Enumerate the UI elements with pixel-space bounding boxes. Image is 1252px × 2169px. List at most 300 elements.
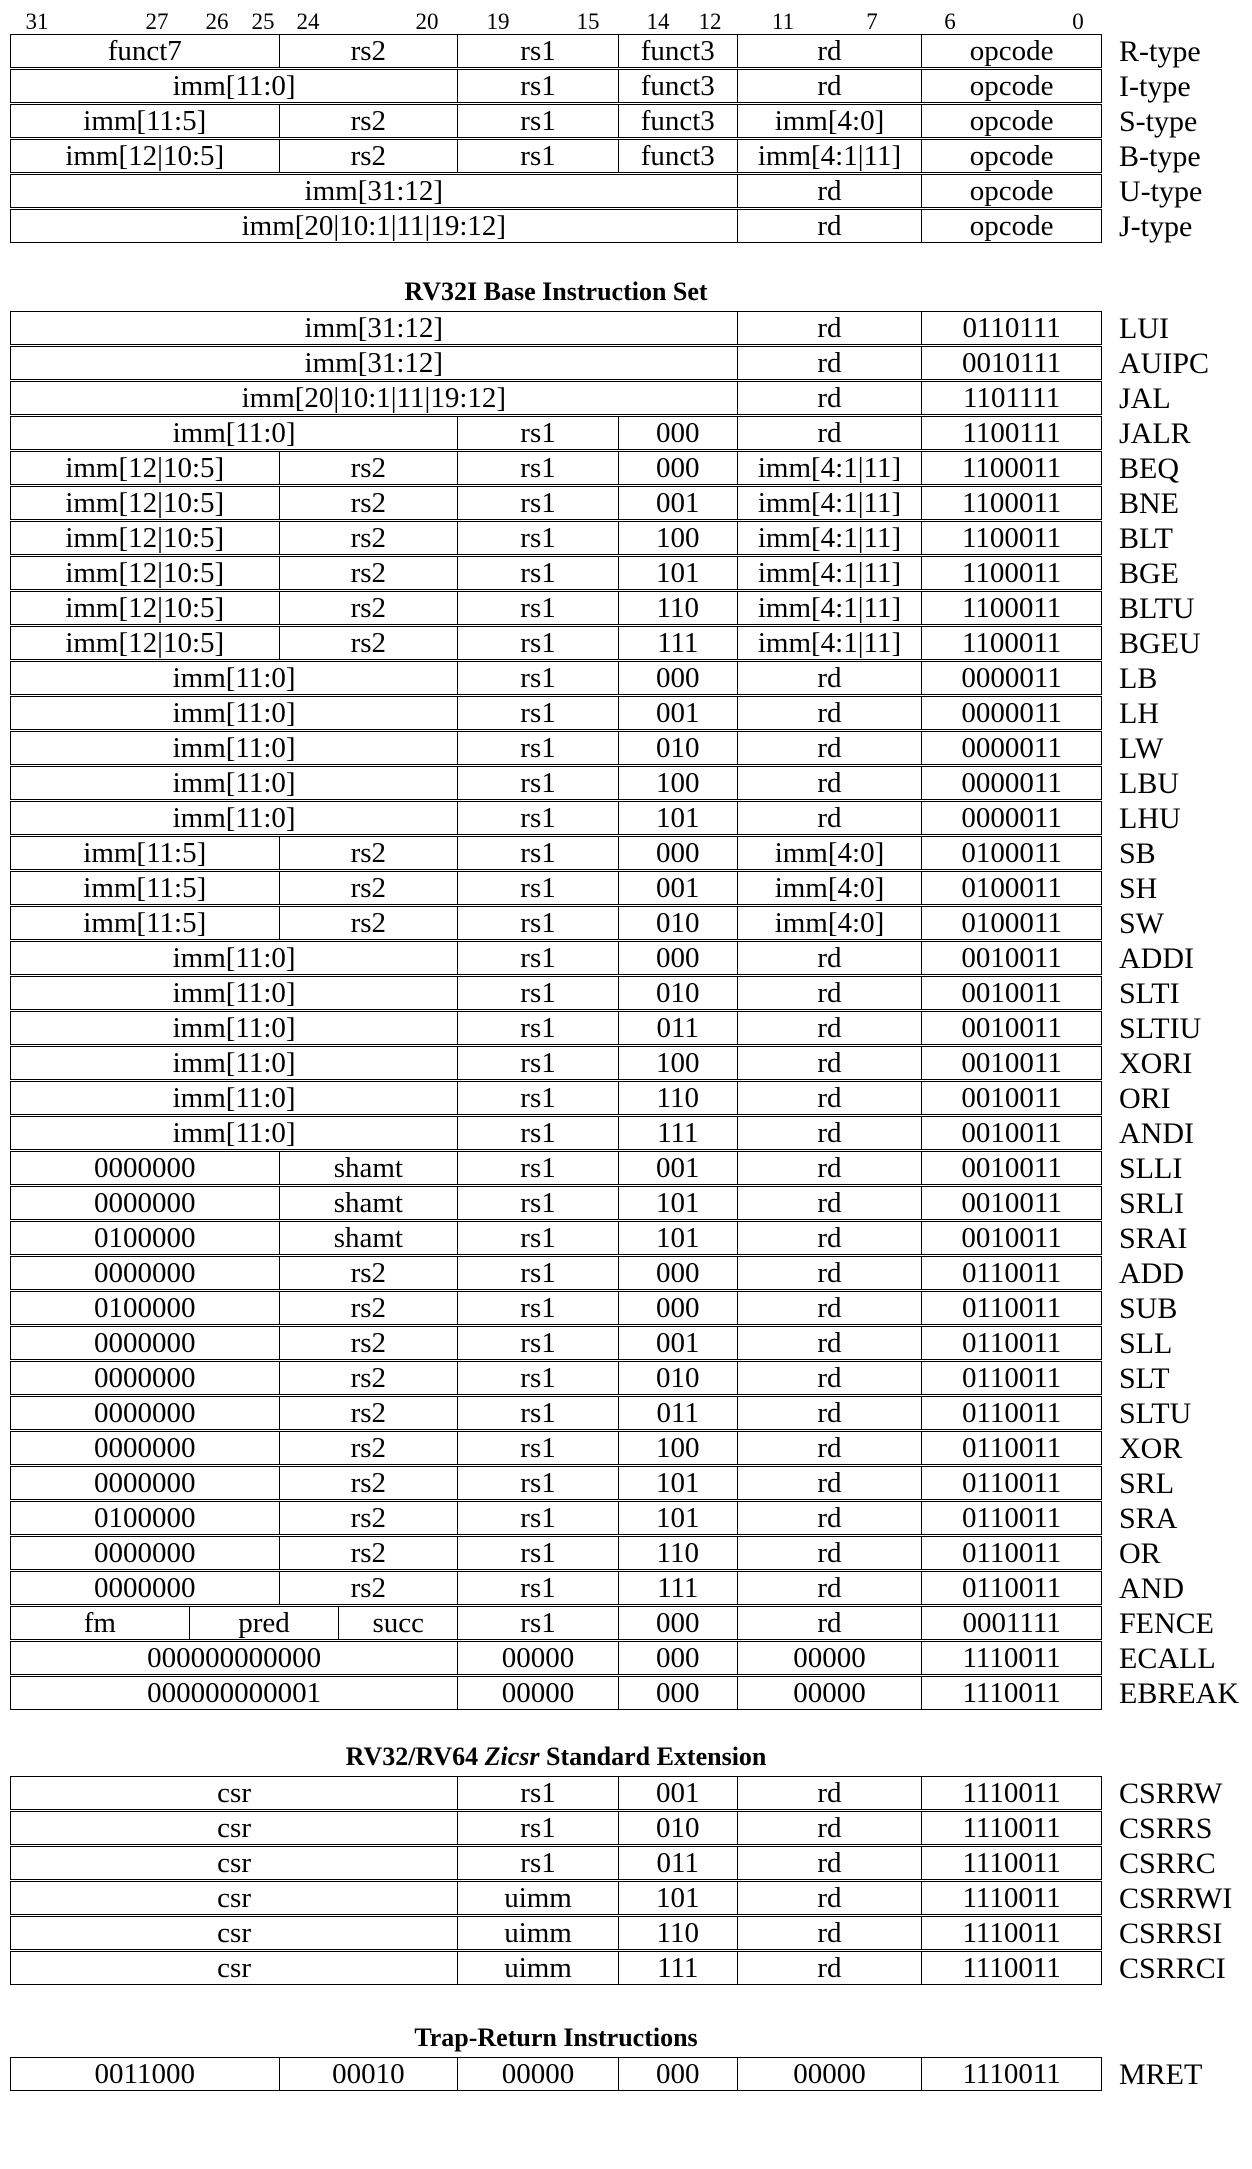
field-cell: rs1 [457, 697, 618, 729]
field-cell: 1100011 [921, 452, 1101, 484]
field-cell: imm[4:1|11] [737, 452, 922, 484]
bit-index-label: 27 [145, 9, 169, 34]
instruction-row-line [10, 626, 1252, 660]
instruction-row [10, 1881, 1102, 1915]
field-cell: rs1 [457, 1812, 618, 1844]
field-cell: 0010011 [921, 977, 1101, 1009]
instruction-row [10, 451, 1102, 485]
field-cell: rd [737, 1012, 922, 1044]
format-row [10, 139, 1102, 173]
instruction-row-line [10, 1536, 1252, 1570]
instruction-mnemonic: SLTIU [1119, 1011, 1202, 1045]
field-cell: 00000 [737, 2058, 922, 2090]
instruction-row-line [10, 1641, 1252, 1675]
field-cell: 0000000 [94, 1257, 196, 1289]
field-cell: 0000011 [921, 697, 1101, 729]
field-cell: 101 [618, 1467, 737, 1499]
instruction-mnemonic: SRL [1119, 1466, 1175, 1500]
instruction-row [10, 626, 1102, 660]
field-cell: 010 [618, 1812, 737, 1844]
instruction-row [10, 311, 1102, 345]
field-cell: rd [737, 1467, 922, 1499]
field-cell: rd [737, 1432, 922, 1464]
field-cell: 010 [618, 732, 737, 764]
instruction-row [10, 1641, 1102, 1675]
field-cell: rd [737, 1257, 922, 1289]
section [10, 2023, 1252, 2091]
field-cell: opcode [921, 175, 1101, 207]
section-title [10, 2023, 1102, 2053]
field-cell: 00000 [737, 1677, 922, 1709]
field-cell: rs2 [279, 140, 458, 172]
field-cell: rs1 [457, 802, 618, 834]
field-cell: rs1 [457, 105, 618, 137]
field-cell: rd [737, 1777, 922, 1809]
field-cell: 010 [618, 907, 737, 939]
field-cell: 000 [618, 1292, 737, 1324]
format-row-line [10, 69, 1252, 103]
instruction-row [10, 1221, 1102, 1255]
instruction-mnemonic: CSRRWI [1119, 1881, 1233, 1915]
field-cell: 1110011 [921, 1882, 1101, 1914]
format-row [10, 69, 1102, 103]
field-cell: rs1 [457, 487, 618, 519]
field-cell: 0110011 [921, 1572, 1101, 1604]
field-cell: rs1 [457, 1777, 618, 1809]
field-cell: imm[12|10:5] [65, 592, 225, 624]
field-cell: 101 [618, 1222, 737, 1254]
field-cell: rd [737, 1397, 922, 1429]
bit-index-label: 11 [771, 9, 795, 34]
field-cell: imm[11:0] [172, 977, 296, 1009]
instruction-mnemonic: BGE [1119, 556, 1179, 590]
field-cell: rd [737, 977, 922, 1009]
field-cell: csr [217, 1952, 251, 1984]
instruction-mnemonic: SRAI [1119, 1221, 1188, 1255]
field-cell: rs1 [457, 35, 618, 67]
instruction-row-line [10, 1081, 1252, 1115]
instruction-row-line [10, 1606, 1252, 1640]
field-cell: imm[31:12] [304, 347, 444, 379]
instruction-row [10, 1501, 1102, 1535]
field-cell: 000 [618, 417, 737, 449]
field-cell: rs2 [279, 1537, 458, 1569]
format-row [10, 104, 1102, 138]
field-cell: imm[11:5] [83, 872, 207, 904]
instruction-row-line [10, 1256, 1252, 1290]
field-cell: imm[11:0] [172, 732, 296, 764]
field-cell: rs1 [457, 70, 618, 102]
instruction-row-line [10, 311, 1252, 345]
field-cell: rd [737, 1222, 922, 1254]
field-cell: rs1 [457, 1257, 618, 1289]
field-cell: opcode [921, 210, 1101, 242]
field-cell: 0000000 [94, 1537, 196, 1569]
field-cell: rs1 [457, 1362, 618, 1394]
field-cell: 111 [618, 1117, 737, 1149]
field-cell: rd [737, 1537, 922, 1569]
field-cell: rs1 [457, 1117, 618, 1149]
field-cell: rd [737, 210, 922, 242]
field-cell: 101 [618, 1502, 737, 1534]
instruction-mnemonic: LBU [1119, 766, 1179, 800]
field-cell: rs1 [457, 1397, 618, 1429]
field-cell: 00010 [279, 2058, 458, 2090]
field-cell: imm[11:0] [172, 1117, 296, 1149]
field-cell: 110 [618, 592, 737, 624]
field-cell: 0010011 [921, 1222, 1101, 1254]
instruction-mnemonic: ANDI [1119, 1116, 1194, 1150]
field-cell: 0000000 [94, 1467, 196, 1499]
field-cell: 0100011 [921, 837, 1101, 869]
field-cell: 0001111 [921, 1607, 1101, 1639]
field-cell: rs1 [457, 592, 618, 624]
field-cell: csr [217, 1777, 251, 1809]
field-cell: 1100111 [921, 417, 1101, 449]
field-cell: rs1 [457, 1502, 618, 1534]
field-cell: rd [737, 1847, 922, 1879]
instruction-row-line [10, 2057, 1252, 2091]
instruction-mnemonic: SUB [1119, 1291, 1178, 1325]
field-cell: 000 [618, 1257, 737, 1289]
field-cell: rs1 [457, 1327, 618, 1359]
section-title-text: Standard Extension [539, 1742, 767, 1771]
field-cell: imm[11:5] [83, 837, 207, 869]
field-cell: rs1 [457, 1607, 618, 1639]
bit-index-label: 20 [415, 9, 439, 34]
field-cell: imm[31:12] [304, 175, 444, 207]
bit-index-label: 24 [296, 9, 320, 34]
field-cell: imm[4:1|11] [737, 487, 922, 519]
field-cell: rd [737, 1327, 922, 1359]
field-cell: 010 [618, 1362, 737, 1394]
field-cell: 000000000000 [147, 1642, 322, 1674]
instruction-row-line [10, 661, 1252, 695]
section-title [10, 1742, 1102, 1772]
instruction-row [10, 1536, 1102, 1570]
field-cell: rd [737, 1882, 922, 1914]
field-cell: funct3 [618, 105, 737, 137]
instruction-mnemonic: LHU [1119, 801, 1181, 835]
field-cell: 1110011 [921, 1847, 1101, 1879]
instruction-row [10, 941, 1102, 975]
instruction-row [10, 906, 1102, 940]
field-cell: imm[11:0] [172, 417, 296, 449]
field-cell: rs2 [279, 35, 458, 67]
field-cell: rs1 [457, 907, 618, 939]
field-cell: rd [737, 1187, 922, 1219]
instruction-row [10, 2057, 1102, 2091]
format-row [10, 209, 1102, 243]
field-cell: imm[4:1|11] [737, 557, 922, 589]
instruction-mnemonic: LH [1119, 696, 1159, 730]
field-cell: 0000000 [94, 1572, 196, 1604]
instruction-mnemonic: AUIPC [1119, 346, 1210, 380]
field-cell: rd [737, 382, 922, 414]
field-cell: rd [737, 1292, 922, 1324]
field-cell: imm[11:5] [83, 907, 207, 939]
field-cell: 0110011 [921, 1537, 1101, 1569]
field-cell: imm[12|10:5] [65, 140, 225, 172]
field-cell: imm[12|10:5] [65, 522, 225, 554]
field-cell: 0110011 [921, 1467, 1101, 1499]
field-cell: rd [737, 1812, 922, 1844]
field-cell: 001 [618, 1152, 737, 1184]
instruction-row [10, 486, 1102, 520]
field-cell: rd [737, 1502, 922, 1534]
field-cell: rs2 [279, 1397, 458, 1429]
field-cell: imm[4:0] [737, 837, 922, 869]
field-cell: 0000011 [921, 767, 1101, 799]
instruction-row [10, 1151, 1102, 1185]
field-cell: 0110011 [921, 1502, 1101, 1534]
field-cell: 101 [618, 1882, 737, 1914]
field-cell: rs2 [279, 487, 458, 519]
field-cell: rs2 [279, 1327, 458, 1359]
field-cell: rs2 [279, 872, 458, 904]
field-cell: 0010011 [921, 1082, 1101, 1114]
field-cell: 0000000 [94, 1152, 196, 1184]
field-cell: rd [737, 1952, 922, 1984]
instruction-row-line [10, 871, 1252, 905]
field-cell: shamt [279, 1152, 458, 1184]
field-cell: rd [737, 347, 922, 379]
instruction-mnemonic: OR [1119, 1536, 1161, 1570]
field-cell: rs1 [457, 1152, 618, 1184]
instruction-row [10, 836, 1102, 870]
field-cell: rs1 [457, 1012, 618, 1044]
instruction-mnemonic: MRET [1119, 2057, 1203, 2091]
field-cell: 0010011 [921, 1187, 1101, 1219]
field-cell: 110 [618, 1917, 737, 1949]
instruction-row [10, 1776, 1102, 1810]
field-cell: 0110011 [921, 1327, 1101, 1359]
instruction-format-table [10, 34, 1252, 243]
field-cell: 1110011 [921, 2058, 1101, 2090]
field-cell: imm[4:0] [737, 907, 922, 939]
field-cell: rs1 [457, 837, 618, 869]
field-cell: 1100011 [921, 557, 1101, 589]
field-cell: imm[11:5] [83, 105, 207, 137]
field-cell: 1100011 [921, 487, 1101, 519]
field-cell: 011 [618, 1397, 737, 1429]
field-cell: imm[4:0] [737, 872, 922, 904]
instruction-row-line [10, 1501, 1252, 1535]
field-cell: 0010011 [921, 1047, 1101, 1079]
field-cell: 111 [618, 1572, 737, 1604]
format-row-line [10, 139, 1252, 173]
field-cell: 1100011 [921, 522, 1101, 554]
field-cell: shamt [279, 1187, 458, 1219]
instruction-row [10, 1361, 1102, 1395]
field-cell: rs2 [279, 1257, 458, 1289]
field-cell: 1110011 [921, 1917, 1101, 1949]
field-cell: 0000011 [921, 732, 1101, 764]
section-title-text: RV32/RV64 [345, 1742, 485, 1771]
field-cell: 0000000 [94, 1187, 196, 1219]
instruction-row-line [10, 836, 1252, 870]
field-cell: imm[20|10:1|11|19:12] [241, 382, 507, 414]
field-cell: imm[11:0] [172, 1082, 296, 1114]
field-cell: 00000 [457, 1642, 618, 1674]
field-cell: 1100011 [921, 627, 1101, 659]
instruction-row-line [10, 1881, 1252, 1915]
field-cell: 0100000 [94, 1292, 196, 1324]
instruction-row-line [10, 906, 1252, 940]
instruction-row [10, 871, 1102, 905]
instruction-row-line [10, 1951, 1252, 1985]
field-cell: csr [217, 1917, 251, 1949]
field-cell: imm[12|10:5] [65, 452, 225, 484]
instruction-mnemonic: SLLI [1119, 1151, 1183, 1185]
field-cell: 000 [618, 1607, 737, 1639]
field-cell: 111 [618, 627, 737, 659]
instruction-mnemonic: SW [1119, 906, 1164, 940]
field-cell: opcode [921, 105, 1101, 137]
field-cell: 0110011 [921, 1362, 1101, 1394]
field-cell: imm[11:0] [172, 1047, 296, 1079]
field-cell: rs2 [279, 1362, 458, 1394]
instruction-row-line [10, 486, 1252, 520]
instruction-row-line [10, 1571, 1252, 1605]
field-cell: rd [737, 662, 922, 694]
format-type-label: I-type [1119, 69, 1191, 103]
instruction-mnemonic: BLT [1119, 521, 1173, 555]
field-cell: imm[4:1|11] [737, 592, 922, 624]
field-cell: 000 [618, 837, 737, 869]
instruction-row [10, 661, 1102, 695]
field-cell: imm[4:1|11] [737, 522, 922, 554]
instruction-row-line [10, 1776, 1252, 1810]
instruction-row-line [10, 1396, 1252, 1430]
bit-index-label: 7 [866, 9, 878, 34]
instruction-mnemonic: XORI [1119, 1046, 1193, 1080]
instruction-mnemonic: CSRRC [1119, 1846, 1216, 1880]
instruction-row-line [10, 1916, 1252, 1950]
field-cell: funct3 [618, 35, 737, 67]
field-cell: 0010011 [921, 1152, 1101, 1184]
field-cell: rs1 [457, 627, 618, 659]
instruction-mnemonic: JAL [1119, 381, 1171, 415]
field-cell: rs1 [457, 1847, 618, 1879]
format-type-label: J-type [1119, 209, 1193, 243]
field-cell: 100 [618, 767, 737, 799]
instruction-row-line [10, 1466, 1252, 1500]
field-cell: rs1 [457, 732, 618, 764]
instruction-row-line [10, 801, 1252, 835]
instruction-row-line [10, 1326, 1252, 1360]
field-cell: rs1 [457, 522, 618, 554]
instruction-mnemonic: SLT [1119, 1361, 1170, 1395]
field-cell: imm[11:0] [172, 942, 296, 974]
bit-index-label: 15 [576, 9, 600, 34]
field-cell: rs1 [457, 1222, 618, 1254]
field-cell: 001 [618, 1327, 737, 1359]
field-cell: imm[11:0] [172, 1012, 296, 1044]
format-type-label: R-type [1119, 34, 1201, 68]
field-cell: rd [737, 70, 922, 102]
field-cell: rs2 [279, 557, 458, 589]
field-cell: rd [737, 1152, 922, 1184]
field-cell: rd [737, 1362, 922, 1394]
format-row [10, 174, 1102, 208]
field-cell: 001 [618, 872, 737, 904]
field-cell: 1110011 [921, 1677, 1101, 1709]
instruction-row-line [10, 1011, 1252, 1045]
field-cell: 0000000 [94, 1432, 196, 1464]
instruction-row-line [10, 381, 1252, 415]
instruction-row-line [10, 416, 1252, 450]
instruction-mnemonic: CSRRS [1119, 1811, 1213, 1845]
field-cell: rs1 [457, 417, 618, 449]
instruction-row [10, 766, 1102, 800]
instruction-row [10, 1396, 1102, 1430]
field-cell: rd [737, 1917, 922, 1949]
field-cell: 000 [618, 452, 737, 484]
instruction-row [10, 1186, 1102, 1220]
field-cell: opcode [921, 70, 1101, 102]
field-cell: imm[11:0] [172, 70, 296, 102]
field-cell: imm[12|10:5] [65, 627, 225, 659]
field-cell: 010 [618, 977, 737, 1009]
field-cell: rs2 [279, 1502, 458, 1534]
field-cell: rd [737, 1047, 922, 1079]
field-cell: 0000000 [94, 1397, 196, 1429]
field-cell: uimm [457, 1917, 618, 1949]
field-cell: rs1 [457, 977, 618, 1009]
instruction-mnemonic: EBREAK [1119, 1676, 1239, 1710]
field-cell: imm[11:0] [172, 697, 296, 729]
instruction-mnemonic: ADDI [1119, 941, 1194, 975]
instruction-row [10, 696, 1102, 730]
field-cell: imm[4:1|11] [737, 140, 922, 172]
instruction-mnemonic: CSRRW [1119, 1776, 1223, 1810]
format-type-label: B-type [1119, 139, 1201, 173]
field-cell: imm[31:12] [304, 312, 444, 344]
instruction-row [10, 1291, 1102, 1325]
field-cell: rs2 [279, 1432, 458, 1464]
instruction-row [10, 381, 1102, 415]
field-cell: 100 [618, 522, 737, 554]
instruction-row [10, 416, 1102, 450]
instruction-mnemonic: SLTI [1119, 976, 1180, 1010]
instruction-row [10, 1846, 1102, 1880]
field-cell: rs1 [457, 1187, 618, 1219]
field-cell: rs2 [279, 522, 458, 554]
instruction-mnemonic: BEQ [1119, 451, 1179, 485]
instruction-row-line [10, 556, 1252, 590]
instruction-row [10, 801, 1102, 835]
instruction-mnemonic: FENCE [1119, 1606, 1215, 1640]
instruction-row-line [10, 1676, 1252, 1710]
instruction-row-line [10, 976, 1252, 1010]
instruction-mnemonic: SRLI [1119, 1186, 1185, 1220]
field-cell: 0000000 [94, 1362, 196, 1394]
format-row-line [10, 34, 1252, 68]
field-cell: rs1 [457, 140, 618, 172]
format-row [10, 34, 1102, 68]
field-cell: funct3 [618, 70, 737, 102]
field-cell: imm[11:0] [172, 802, 296, 834]
field-cell: imm[4:1|11] [737, 627, 922, 659]
field-cell: rs1 [457, 1082, 618, 1114]
field-cell: rs1 [457, 1432, 618, 1464]
field-cell: 0000011 [921, 802, 1101, 834]
field-cell: rs2 [279, 1467, 458, 1499]
field-cell: 00000 [737, 1642, 922, 1674]
field-cell: rs1 [457, 452, 618, 484]
bit-index-label: 25 [251, 9, 275, 34]
